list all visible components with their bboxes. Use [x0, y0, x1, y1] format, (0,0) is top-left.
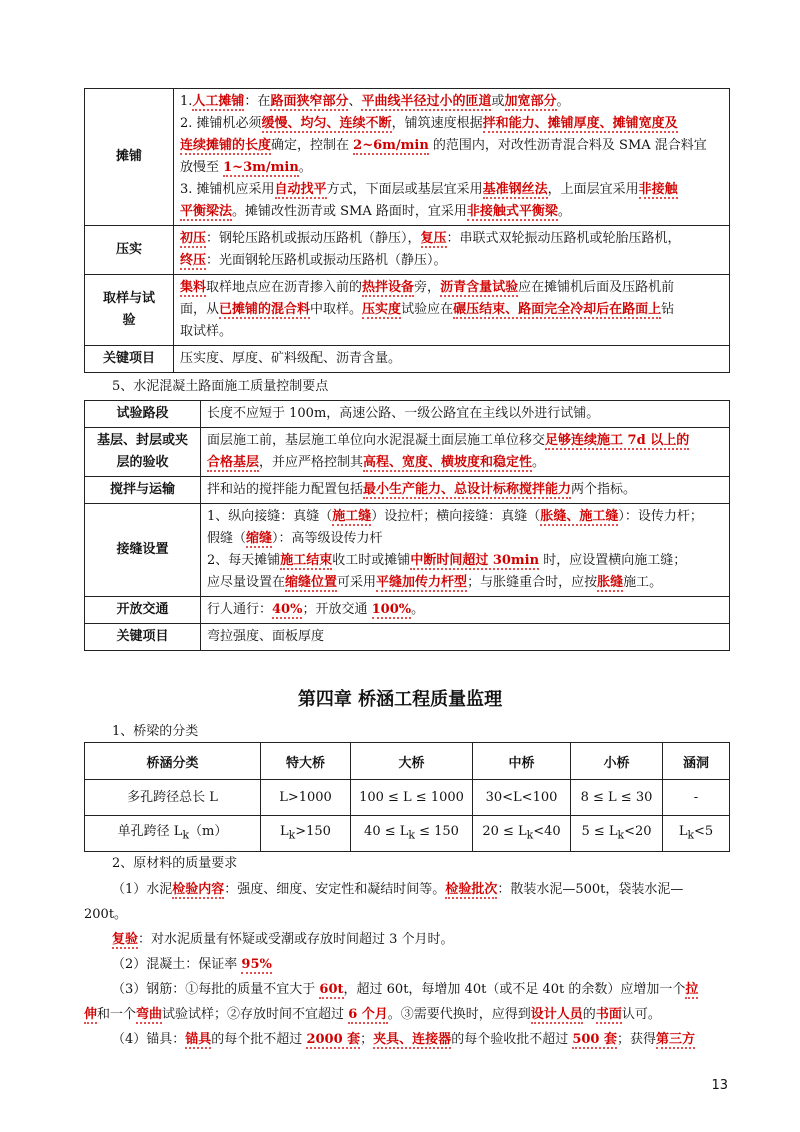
compaction-content [174, 226, 730, 275]
sampling-line: 集料取样地点应在沥青掺入前的热拌设备旁，沥青含量试验应在摊铺机后面及压路机前 [180, 280, 675, 295]
paving-line: 平衡梁法。摊铺改性沥青或 SMA 路面时，宜采用非接触式平衡梁。 [180, 204, 571, 219]
column-header: 小桥 [571, 743, 663, 780]
key-items-content: 压实度、厚度、矿料级配、沥青含量。 [174, 346, 730, 373]
table-row [85, 780, 730, 816]
base-line: 面层施工前，基层施工单位向水泥混凝土面层施工单位移交足够连续施工 7d 以上的 [207, 433, 690, 448]
base-content [201, 428, 730, 477]
sampling-content [174, 275, 730, 346]
table-cell: $20 \le L_k<40$ [473, 816, 571, 852]
key-items-content: 弯拉强度、面板厚度 [201, 624, 730, 651]
steel-line: （3）钢筋：①每批的质量不宜大于 60t，超过 60t，每增加 40t（或不足 40t 的余数）应增加一个拉 [112, 982, 699, 997]
table-row [85, 624, 730, 651]
compaction-line: 初压：钢轮压路机或振动压路机（静压），复压：串联式双轮振动压路机或轮胎压路机， [180, 231, 681, 246]
bridge-classification-table [84, 742, 730, 852]
table-cell: 8 ≤ L ≤ 30 [571, 780, 663, 816]
joint-content [201, 504, 730, 597]
table-header-row [85, 743, 730, 780]
sampling-line: 取试样。 [180, 324, 233, 339]
table-cell: $40 \le L_k \le 150$ [351, 816, 473, 852]
paving-line: 3. 摊铺机应采用自动找平方式，下面层或基层宜采用基准钢丝法，上面层宜采用非接触 [180, 182, 678, 197]
trial-content: 长度不应短于 100m，高速公路、一级公路宜在主线以外进行试铺。 [201, 401, 730, 428]
table-row [85, 89, 730, 226]
table-row [85, 275, 730, 346]
paving-content [174, 89, 730, 226]
column-header: 大桥 [351, 743, 473, 780]
row-label-traffic: 开放交通 [85, 597, 201, 624]
row-label-key-items: 关键项目 [85, 346, 174, 373]
concrete-line: （2）混凝土：保证率 95% [112, 957, 272, 972]
table-cell: 单孔跨径 $L_k(m)$ [85, 816, 261, 852]
anchor-line: （4）锚具：锚具的每个批不超过 2000 套；夹具、连接器的每个验收批不超过 500 套；获得第三方 [112, 1032, 696, 1047]
row-label-mixing: 搅拌与运输 [85, 477, 201, 504]
chapter-title: 第四章 桥涵工程质量监理 [297, 689, 503, 710]
row-label-paving: 摊铺 [85, 89, 174, 226]
section-title-concrete: 5、水泥混凝土路面施工质量控制要点 [112, 379, 329, 394]
joint-line: 1、纵向接缝：真缝（施工缝）设拉杆；横向接缝：真缝（胀缝、施工缝）：设传力杆； [207, 509, 703, 524]
table-cell: $L_k>150$ [261, 816, 351, 852]
paving-line: 2. 摊铺机必须缓慢、均匀、连续不断，铺筑速度根据拌和能力、摊铺厚度、摊铺宽度及 [180, 116, 678, 131]
row-label-sampling: 取样与试验 [85, 275, 174, 346]
table-cell: L>1000 [261, 780, 351, 816]
cement-line: （1）水泥检验内容：强度、细度、安定性和凝结时间等。检验批次：散装水泥—500t，袋装水泥— [112, 882, 684, 897]
joint-line: 2、每天摊铺施工结束收工时或摊铺中断时间超过 30min 时，应设置横向施工缝； [207, 553, 687, 568]
retest-line: 复验：对水泥质量有怀疑或受潮或存放时间超过 3 个月时。 [112, 932, 454, 947]
table-row [85, 504, 730, 597]
concrete-quality-table [84, 400, 730, 651]
steel-line-continued: 伸和一个弯曲试验试样；②存放时间不宜超过 6 个月。③需要代换时，应得到设计人员的书面认可。 [84, 1007, 661, 1022]
column-header: 桥涵分类 [85, 743, 261, 780]
compaction-line: 终压：光面钢轮压路机或振动压路机（静压）。 [180, 253, 447, 268]
table-cell: $5 \le L_k<20$ [571, 816, 663, 852]
row-label-key-items: 关键项目 [85, 624, 201, 651]
row-label-joints: 接缝设置 [85, 504, 201, 597]
paving-line: 1.人工摊铺：在路面狭窄部分、平曲线半径过小的匝道或加宽部分。 [180, 94, 570, 109]
table-row [85, 401, 730, 428]
column-header: 涵洞 [663, 743, 730, 780]
paving-line: 放慢至 1~3m/min。 [180, 160, 312, 175]
sampling-line: 面，从已摊铺的混合料中取样。压实度试验应在碾压结束、路面完全冷却后在路面上钻 [180, 302, 675, 317]
mixing-content: 拌和站的搅拌能力配置包括最小生产能力、总设计标称搅拌能力两个指标。 [201, 477, 730, 504]
table-cell: 多孔跨径总长 L [85, 780, 261, 816]
section-title-materials: 2、原材料的质量要求 [112, 856, 238, 871]
row-label-base-line1: 基层、封层或夹 [96, 433, 188, 448]
table-row [85, 816, 730, 852]
table-cell: 30<L<100 [473, 780, 571, 816]
base-line: 合格基层，并应严格控制其高程、宽度、横坡度和稳定性。 [207, 455, 546, 470]
traffic-content: 行人通行：40%；开放交通 100%。 [201, 597, 730, 624]
row-label-base [85, 428, 201, 477]
cement-line-continued: 200t。 [84, 907, 128, 922]
table-cell: 100 ≤ L ≤ 1000 [351, 780, 473, 816]
column-header: 特大桥 [261, 743, 351, 780]
joint-line: 假缝（缩缝）：高等级设传力杆 [207, 531, 383, 546]
section-title-bridge-class: 1、桥梁的分类 [112, 724, 199, 739]
row-label-compaction: 压实 [85, 226, 174, 275]
row-label-base-line2: 层的验收 [116, 455, 169, 470]
column-header: 中桥 [473, 743, 571, 780]
table-row [85, 597, 730, 624]
joint-line: 应尽量设置在缩缝位置可采用平缝加传力杆型；与胀缝重合时，应按胀缝施工。 [207, 575, 663, 590]
paving-line: 连续摊铺的长度确定，控制在 2~6m/min 的范围内，对改性沥青混合料及 SMA 混合料宜 [180, 138, 707, 153]
table-row [85, 477, 730, 504]
table-row [85, 428, 730, 477]
row-label-trial: 试验路段 [85, 401, 201, 428]
table-cell: $L_k<5$ [663, 816, 730, 852]
table-cell: - [663, 780, 730, 816]
table-row [85, 226, 730, 275]
page-number: 13 [711, 1078, 728, 1093]
asphalt-quality-table [84, 88, 730, 373]
table-row [85, 346, 730, 373]
